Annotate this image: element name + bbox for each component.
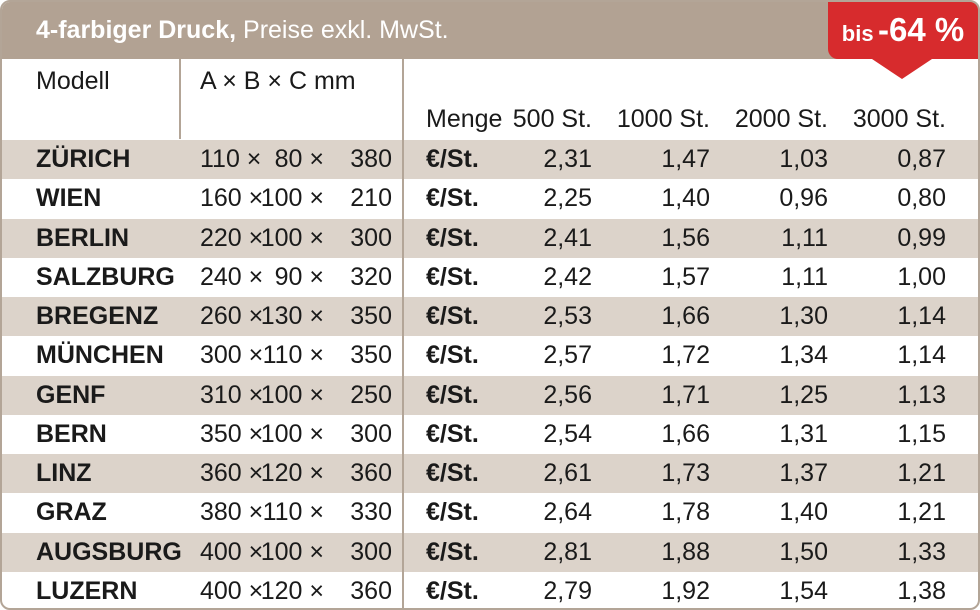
price-500: 2,79 bbox=[543, 576, 592, 605]
dim-a: 380 × bbox=[200, 498, 264, 527]
table-row bbox=[2, 533, 978, 572]
price-2000: 0,96 bbox=[779, 184, 828, 213]
dim-b: 120 × bbox=[260, 459, 324, 487]
dim-a: 310 × bbox=[200, 380, 264, 409]
price-500: 2,31 bbox=[543, 145, 592, 173]
price-1000: 1,88 bbox=[661, 537, 710, 566]
price-3000: 1,38 bbox=[897, 576, 946, 605]
price-2000: 1,11 bbox=[781, 262, 828, 291]
divider bbox=[179, 59, 181, 139]
model-name: MÜNCHEN bbox=[36, 341, 164, 370]
price-3000: 0,99 bbox=[897, 223, 946, 252]
price-500: 2,64 bbox=[543, 498, 592, 527]
title-rest: Preise exkl. MwSt. bbox=[243, 16, 449, 44]
dim-c: 250 bbox=[350, 380, 392, 409]
dim-c: 320 bbox=[350, 262, 392, 291]
col-dims: A × B × C mm bbox=[200, 67, 356, 95]
dim-c: 360 bbox=[350, 576, 392, 605]
price-3000: 1,14 bbox=[897, 302, 946, 330]
price-2000: 1,30 bbox=[779, 302, 828, 330]
price-1000: 1,72 bbox=[661, 341, 710, 370]
dim-b: 110 × bbox=[262, 498, 324, 527]
model-name: SALZBURG bbox=[36, 262, 175, 291]
price-2000: 1,25 bbox=[779, 380, 828, 409]
col-model: Modell bbox=[36, 67, 110, 95]
price-unit: €/St. bbox=[426, 302, 479, 330]
dim-b: 100 × bbox=[260, 184, 324, 213]
price-3000: 1,00 bbox=[897, 262, 946, 291]
price-unit: €/St. bbox=[426, 145, 479, 173]
price-1000: 1,66 bbox=[661, 302, 710, 330]
dim-c: 210 bbox=[350, 184, 392, 213]
dim-a: 350 × bbox=[200, 419, 264, 448]
table-row bbox=[2, 179, 978, 218]
table-row bbox=[2, 493, 978, 532]
dim-a: 400 × bbox=[200, 537, 264, 566]
price-2000: 1,50 bbox=[779, 537, 828, 566]
table-row bbox=[2, 258, 978, 297]
price-unit: €/St. bbox=[426, 223, 479, 252]
price-500: 2,57 bbox=[543, 341, 592, 370]
table-row bbox=[2, 572, 978, 610]
dim-c: 330 bbox=[350, 498, 392, 527]
price-3000: 1,33 bbox=[897, 537, 946, 566]
table-row bbox=[2, 415, 978, 454]
price-3000: 1,14 bbox=[897, 341, 946, 370]
model-name: BERLIN bbox=[36, 223, 130, 252]
dim-b: 110 × bbox=[262, 341, 324, 370]
dim-b: 90 × bbox=[274, 262, 324, 291]
model-name: AUGSBURG bbox=[36, 537, 182, 566]
table-row bbox=[2, 336, 978, 375]
price-3000: 1,21 bbox=[897, 459, 946, 487]
price-500: 2,41 bbox=[543, 223, 592, 252]
price-3000: 1,21 bbox=[897, 498, 946, 527]
price-2000: 1,31 bbox=[779, 419, 828, 448]
price-3000: 0,87 bbox=[897, 145, 946, 173]
dim-b: 100 × bbox=[260, 419, 324, 448]
dim-a: 400 × bbox=[200, 576, 264, 605]
price-unit: €/St. bbox=[426, 419, 479, 448]
dim-a: 220 × bbox=[200, 223, 264, 252]
price-500: 2,54 bbox=[543, 419, 592, 448]
price-unit: €/St. bbox=[426, 380, 479, 409]
price-2000: 1,37 bbox=[779, 459, 828, 487]
divider bbox=[402, 59, 404, 608]
table-row bbox=[2, 454, 978, 493]
model-name: WIEN bbox=[36, 184, 102, 213]
model-name: GENF bbox=[36, 380, 106, 409]
price-1000: 1,66 bbox=[661, 419, 710, 448]
price-1000: 1,56 bbox=[661, 223, 710, 252]
table-row bbox=[2, 376, 978, 415]
price-2000: 1,11 bbox=[781, 223, 828, 252]
price-2000: 1,40 bbox=[779, 498, 828, 527]
price-2000: 1,34 bbox=[779, 341, 828, 370]
dim-b: 100 × bbox=[260, 223, 324, 252]
dim-a: 240 × bbox=[200, 262, 264, 291]
price-3000: 1,13 bbox=[897, 380, 946, 409]
dim-b: 120 × bbox=[260, 576, 324, 605]
col-2000: 2000 St. bbox=[734, 105, 828, 133]
price-1000: 1,73 bbox=[661, 459, 710, 487]
table-row bbox=[2, 140, 978, 179]
dim-c: 300 bbox=[350, 537, 392, 566]
price-1000: 1,71 bbox=[661, 380, 710, 409]
dim-b: 100 × bbox=[260, 537, 324, 566]
col-3000: 3000 St. bbox=[852, 105, 946, 133]
dim-b: 100 × bbox=[260, 380, 324, 409]
price-500: 2,42 bbox=[543, 262, 592, 291]
price-unit: €/St. bbox=[426, 576, 479, 605]
dim-a: 360 × bbox=[200, 459, 264, 487]
price-unit: €/St. bbox=[426, 459, 479, 487]
dim-c: 300 bbox=[350, 223, 392, 252]
price-3000: 1,15 bbox=[897, 419, 946, 448]
dim-b: 130 × bbox=[260, 302, 324, 330]
price-1000: 1,40 bbox=[661, 184, 710, 213]
dim-a: 110 × bbox=[200, 145, 262, 173]
table-row bbox=[2, 297, 978, 336]
price-2000: 1,03 bbox=[779, 145, 828, 173]
discount-badge bbox=[828, 2, 978, 59]
dim-c: 300 bbox=[350, 419, 392, 448]
model-name: LINZ bbox=[36, 459, 92, 487]
price-unit: €/St. bbox=[426, 537, 479, 566]
price-500: 2,81 bbox=[543, 537, 592, 566]
column-header-row bbox=[2, 59, 978, 140]
price-unit: €/St. bbox=[426, 498, 479, 527]
price-500: 2,61 bbox=[543, 459, 592, 487]
title-bold: 4-farbiger Druck, bbox=[36, 16, 237, 44]
price-1000: 1,47 bbox=[661, 145, 710, 173]
model-name: BERN bbox=[36, 419, 107, 448]
price-unit: €/St. bbox=[426, 341, 479, 370]
price-1000: 1,78 bbox=[661, 498, 710, 527]
model-name: BREGENZ bbox=[36, 302, 159, 330]
badge-prefix: bis bbox=[841, 21, 874, 46]
dim-c: 380 bbox=[350, 145, 392, 173]
model-name: GRAZ bbox=[36, 498, 107, 527]
price-500: 2,53 bbox=[543, 302, 592, 330]
price-1000: 1,92 bbox=[661, 576, 710, 605]
dim-c: 350 bbox=[350, 341, 392, 370]
model-name: ZÜRICH bbox=[36, 145, 131, 173]
model-name: LUZERN bbox=[36, 576, 138, 605]
price-500: 2,56 bbox=[543, 380, 592, 409]
price-unit: €/St. bbox=[426, 184, 479, 213]
dim-a: 300 × bbox=[200, 341, 264, 370]
price-500: 2,25 bbox=[543, 184, 592, 213]
dim-c: 360 bbox=[350, 459, 392, 487]
dim-a: 160 × bbox=[200, 184, 264, 213]
dim-a: 260 × bbox=[200, 302, 264, 330]
price-2000: 1,54 bbox=[779, 576, 828, 605]
col-500: 500 St. bbox=[512, 105, 592, 133]
price-3000: 0,80 bbox=[897, 184, 946, 213]
dim-b: 80 × bbox=[274, 145, 324, 173]
table-row bbox=[2, 219, 978, 258]
badge-value: -64 % bbox=[878, 11, 965, 48]
dim-c: 350 bbox=[350, 302, 392, 330]
price-1000: 1,57 bbox=[661, 262, 710, 291]
col-qty: Menge bbox=[426, 105, 503, 133]
col-1000: 1000 St. bbox=[616, 105, 710, 133]
price-unit: €/St. bbox=[426, 262, 479, 291]
